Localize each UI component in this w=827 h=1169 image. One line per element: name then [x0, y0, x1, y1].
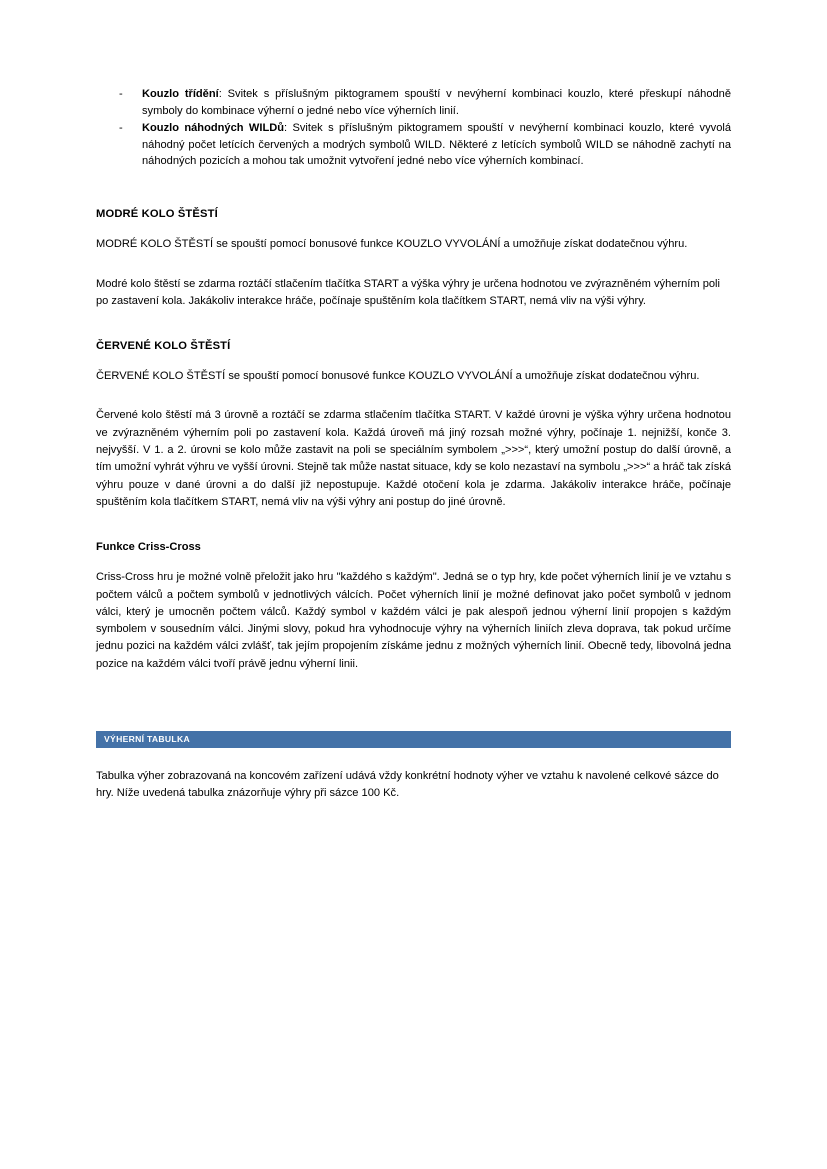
section-banner-paytable: VÝHERNÍ TABULKA: [96, 731, 731, 748]
paragraph: Criss-Cross hru je možné volně přeložit jako hru "každého s každým". Jedná se o typ hry, kde počet výherních linií je ve vztahu s počtem válců a počtem symbolů v jednotlivých válcích. Počet výherních linií je možné definovat jako počet symbolů v jednom válci, který je umocněn počtem válců. Každý symbol v každém válci je pak alespoň jednou výherní linií propojen s každým symbolem v sousedním válci. Jinými slovy, pokud hra vyhodnocuje výhry na výherních liniích zleva doprava, tak pokud určíme jednu pozici na každém válci zvlášť, tak jejím propojením získáme jednu z možných výherních linií. Obecně tedy, libovolná jedna pozice na každém válci tvoří právě jednu výherní linii.: [96, 571, 731, 670]
section-heading-red-wheel: ČERVENÉ KOLO ŠTĚSTÍ: [96, 340, 231, 353]
bullet-lead-label: Kouzlo náhodných WILDů: [142, 121, 285, 134]
list-item: [96, 86, 731, 120]
paragraph: Červené kolo štěstí má 3 úrovně a roztáčí se zdarma stlačením tlačítka START. V každé úrovni je výška výhry určena hodnotou ve zvýrazněném výherním poli po zastavení kola. Každá úroveň má jiný rozsah možné výhry, počínaje 1. nejnižší, konče 3. nejvyšší. V 1. a 2. úrovni se kolo může zastavit na poli se speciálním symbolem „>>>“, který umožní postup do další úrovně, a tím umožní vyhrát výhru ve vyšší úrovni. Stejně tak může nastat situace, kdy se kolo nezastaví na symbolu „>>>“ a hráč tak získá výhru pouze v dané úrovni a do další již nepostupuje. Každé otočení kola je zdarma. Jakákoliv interakce hráče, počínaje spuštěním kola tlačítkem START, nemá vliv na výši výhry ani postup do jiné úrovně.: [96, 409, 731, 508]
spacer: [96, 399, 731, 407]
bullet-marker: -: [119, 88, 123, 100]
banner-wrapper: [96, 731, 731, 748]
subsection-heading-criss-cross: Funkce Criss-Cross: [96, 541, 201, 554]
paragraph: MODRÉ KOLO ŠTĚSTÍ se spouští pomocí bonusové funkce KOUZLO VYVOLÁNÍ a umožňuje získat dodatečnou výhru.: [96, 238, 688, 251]
spacer: [96, 525, 731, 541]
paragraph: ČERVENÉ KOLO ŠTĚSTÍ se spouští pomocí bonusové funkce KOUZLO VYVOLÁNÍ a umožňuje získat dodatečnou výhru.: [96, 370, 700, 383]
bullet-marker: -: [119, 121, 123, 134]
spacer: [96, 268, 731, 276]
bullet-text: : Svitek s příslušným piktogramem spouští v nevýherní kombinaci kouzlo, které vyvolá náhodný počet letících červených a modrých symbolů WILD. Některé z letících symbolů WILD se náhodně zachytí na náhodných pozicích a mohou tak umožnit vytvoření jedné nebo více výherních kombinací.: [142, 121, 731, 168]
bullet-text: : Svitek s příslušným piktogramem spouští v nevýherní kombinaci kouzlo, které přeskupí náhodně symboly do kombinace výherní o jedné nebo více výherních linií.: [142, 88, 731, 117]
list-item: [96, 120, 731, 171]
spacer: [96, 170, 731, 208]
bullet-lead-label: Kouzlo třídění: [142, 88, 219, 100]
spacer: [96, 324, 731, 340]
feature-bullet-list: [96, 86, 731, 170]
document-content: [96, 86, 731, 803]
paragraph: Modré kolo štěstí se zdarma roztáčí stlačením tlačítka START a výška výhry je určena hodnotou ve zvýrazněném výherním poli po zastavení kola. Jakákoliv interakce hráče, počínaje spuštěním kola tlačítkem START, nemá vliv na výši výhry.: [96, 277, 720, 307]
paragraph: Tabulka výher zobrazovaná na koncovém zařízení udává vždy konkrétní hodnoty výher ve vztahu k navolené celkové sázce do hry. Níže uvedená tabulka znázorňuje výhry při sázce 100 Kč.: [96, 770, 719, 800]
section-heading-blue-wheel: MODRÉ KOLO ŠTĚSTÍ: [96, 208, 218, 221]
